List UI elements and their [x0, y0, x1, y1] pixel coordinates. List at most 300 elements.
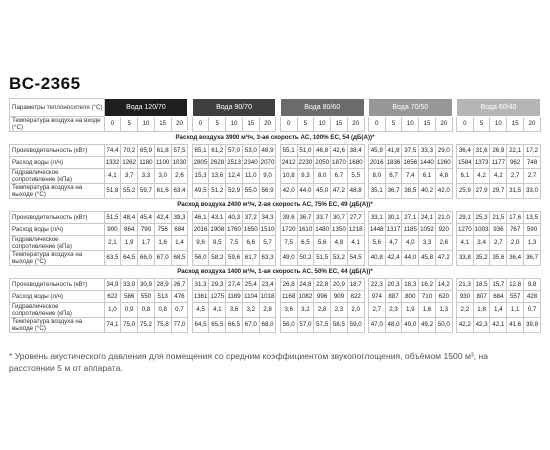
table-cell: 53,0: [242, 145, 259, 157]
table-cell: 40,3: [226, 212, 243, 224]
table-cell: 29,0: [435, 145, 452, 157]
inlet-temp-cell: 10: [490, 117, 507, 132]
table-cell: 55,2: [121, 184, 138, 199]
table-cell: 2,8: [314, 303, 331, 318]
table-cell: 53,2: [331, 251, 348, 266]
table-cell: 44,0: [402, 251, 419, 266]
table-cell: 1260: [435, 157, 452, 169]
table-cell: 550: [138, 291, 155, 303]
table-cell: 1510: [259, 224, 276, 236]
table-row: [10, 224, 541, 236]
table-cell: 49,0: [280, 251, 297, 266]
table-cell: 622: [104, 291, 121, 303]
table-cell: 29,7: [490, 184, 507, 199]
table-cell: 3,2: [242, 303, 259, 318]
table-cell: 36,7: [523, 251, 540, 266]
row-label: Производительность (кВт): [10, 212, 105, 224]
table-cell: 4,1: [209, 303, 226, 318]
inlet-temp-cell: 5: [121, 117, 138, 132]
table-cell: 900: [104, 224, 121, 236]
table-cell: 59,0: [347, 318, 364, 333]
row-label: Температура воздуха на выходе (°C): [10, 251, 105, 266]
row-label: Гидравлическое сопротивление (кПа): [10, 236, 105, 251]
inlet-temp-cell: 10: [226, 117, 243, 132]
table-cell: 1168: [280, 291, 297, 303]
table-cell: 1177: [490, 157, 507, 169]
table-cell: 1,0: [104, 303, 121, 318]
table-cell: 1030: [171, 157, 188, 169]
table-cell: 6,7: [385, 169, 402, 184]
inlet-temp-cell: 5: [385, 117, 402, 132]
table-cell: 55,0: [242, 184, 259, 199]
table-cell: 1,7: [138, 236, 155, 251]
table-cell: 26,9: [490, 145, 507, 157]
table-cell: 51,5: [104, 212, 121, 224]
table-cell: 30,7: [331, 212, 348, 224]
table-cell: 5,6: [314, 236, 331, 251]
table-cell: 45,8: [419, 251, 436, 266]
table-cell: 2340: [242, 157, 259, 169]
table-cell: 6,7: [331, 169, 348, 184]
table-cell: 18,7: [347, 279, 364, 291]
table-cell: 27,7: [347, 212, 364, 224]
table-cell: 38,4: [347, 145, 364, 157]
table-cell: 48,4: [121, 212, 138, 224]
table-cell: 2805: [192, 157, 209, 169]
table-cell: 9,3: [297, 169, 314, 184]
table-cell: 24,1: [419, 212, 436, 224]
table-cell: 31,5: [507, 184, 524, 199]
inlet-temp-cell: 20: [347, 117, 364, 132]
table-row: [10, 157, 541, 169]
row-label: Расход воды (л/ч): [10, 224, 105, 236]
table-cell: 33,3: [419, 145, 436, 157]
table-cell: 50,0: [435, 318, 452, 333]
table-cell: 70,2: [121, 145, 138, 157]
table-cell: 56,9: [259, 184, 276, 199]
table-cell: 996: [314, 291, 331, 303]
table-cell: 1262: [121, 157, 138, 169]
table-cell: 1052: [419, 224, 436, 236]
section-title: Расход воздуха 1400 м³/ч, 1-ая скорость AC, 50% EC, 44 (дБ(А))*: [177, 268, 373, 275]
inlet-temp-cell: 10: [402, 117, 419, 132]
table-cell: 2,0: [347, 303, 364, 318]
table-cell: 74,4: [104, 145, 121, 157]
page-title: BC-2365: [9, 74, 81, 93]
table-cell: 1018: [259, 291, 276, 303]
table-cell: 1,3: [435, 303, 452, 318]
table-cell: 42,4: [385, 251, 402, 266]
table-cell: 1480: [314, 224, 331, 236]
table-cell: 46,1: [192, 212, 209, 224]
table-cell: 887: [385, 291, 402, 303]
table-cell: 8,5: [209, 236, 226, 251]
section-title: Расход воздуха 3900 м³/ч, 3-ая скорость AC, 100% EC, 54 (дБ(А))*: [175, 134, 375, 141]
table-cell: 1870: [331, 157, 348, 169]
table-cell: 1270: [456, 224, 473, 236]
table-cell: 6,1: [456, 169, 473, 184]
table-cell: 1656: [402, 157, 419, 169]
table-cell: 2,7: [523, 169, 540, 184]
table-cell: 36,7: [385, 184, 402, 199]
table-cell: 65,1: [192, 145, 209, 157]
table-cell: 9,0: [259, 169, 276, 184]
table-cell: 2,7: [507, 169, 524, 184]
table-cell: 56,0: [280, 318, 297, 333]
table-cell: 7,5: [226, 236, 243, 251]
inlet-temp-cell: 10: [138, 117, 155, 132]
table-cell: 48,8: [347, 184, 364, 199]
table-cell: 2050: [314, 157, 331, 169]
table-row: [10, 212, 541, 224]
table-cell: 42,4: [154, 212, 171, 224]
table-cell: 6,1: [419, 169, 436, 184]
table-cell: 35,6: [490, 251, 507, 266]
table-cell: 21,0: [435, 212, 452, 224]
inlet-temp-cell: 15: [242, 117, 259, 132]
table-cell: 49,5: [192, 184, 209, 199]
table-cell: 1908: [209, 224, 226, 236]
table-cell: 42,2: [456, 318, 473, 333]
table-cell: 2,3: [331, 303, 348, 318]
footnote: * Уровень акустического давления для помещения со средним коэффициентом звукопоглощения, объёмом 1500 м³, на расстоянии 5 м от аппарата.: [9, 351, 489, 373]
table-cell: 1650: [242, 224, 259, 236]
row-label: Температура воздуха на выходе (°C): [10, 184, 105, 199]
table-row: [10, 145, 541, 157]
table-cell: 45,0: [314, 184, 331, 199]
table-cell: 63,5: [104, 251, 121, 266]
table-cell: 68,5: [171, 251, 188, 266]
inlet-temp-cell: 20: [259, 117, 276, 132]
table-cell: 40,8: [368, 251, 385, 266]
table-cell: 962: [507, 157, 524, 169]
table-cell: 44,0: [297, 184, 314, 199]
inlet-temp-cell: 5: [209, 117, 226, 132]
table-cell: 21,3: [456, 279, 473, 291]
table-cell: 2,7: [490, 236, 507, 251]
table-cell: 864: [121, 224, 138, 236]
table-cell: 33,1: [368, 212, 385, 224]
table-cell: 1680: [347, 157, 364, 169]
table-cell: 5,7: [259, 236, 276, 251]
table-cell: 1720: [280, 224, 297, 236]
table-cell: 5,5: [347, 169, 364, 184]
table-cell: 1275: [209, 291, 226, 303]
table-cell: 25,4: [242, 279, 259, 291]
table-cell: 10,8: [280, 169, 297, 184]
table-cell: 0,7: [171, 303, 188, 318]
table-cell: 2,6: [435, 236, 452, 251]
table-cell: 1003: [473, 224, 490, 236]
table-cell: 710: [419, 291, 436, 303]
table-cell: 61,8: [154, 145, 171, 157]
table-cell: 4,1: [104, 169, 121, 184]
inlet-temp-cell: 15: [331, 117, 348, 132]
table-cell: 47,2: [435, 251, 452, 266]
table-cell: 2,1: [104, 236, 121, 251]
inlet-temp-cell: 5: [473, 117, 490, 132]
table-cell: 1373: [473, 157, 490, 169]
table-cell: 27,1: [402, 212, 419, 224]
table-cell: 586: [121, 291, 138, 303]
inlet-temp-cell: 15: [419, 117, 436, 132]
table-cell: 1,8: [473, 303, 490, 318]
table-cell: 39,8: [523, 318, 540, 333]
table-cell: 1332: [104, 157, 121, 169]
table-cell: 800: [402, 291, 419, 303]
table-cell: 1,9: [402, 303, 419, 318]
table-cell: 17,6: [507, 212, 524, 224]
table-cell: 1350: [331, 224, 348, 236]
table-cell: 1836: [385, 157, 402, 169]
table-cell: 756: [154, 224, 171, 236]
inlet-temp-cell: 10: [314, 117, 331, 132]
table-cell: 1,6: [154, 236, 171, 251]
table-cell: 4,8: [331, 236, 348, 251]
table-cell: 3,3: [138, 169, 155, 184]
table-cell: 1218: [347, 224, 364, 236]
table-cell: 45,9: [368, 145, 385, 157]
table-cell: 4,1: [456, 236, 473, 251]
table-cell: 12,8: [507, 279, 524, 291]
table-cell: 590: [523, 224, 540, 236]
table-cell: 27,9: [473, 184, 490, 199]
table-cell: 16,2: [419, 279, 436, 291]
table-cell: 51,8: [104, 184, 121, 199]
table-cell: 909: [331, 291, 348, 303]
table-cell: 24,8: [297, 279, 314, 291]
table-cell: 58,2: [209, 251, 226, 266]
table-cell: 51,5: [314, 251, 331, 266]
table-cell: 42,0: [280, 184, 297, 199]
table-cell: 64,5: [192, 318, 209, 333]
table-cell: 20,9: [331, 279, 348, 291]
inlet-temp-cell: 0: [104, 117, 121, 132]
table-cell: 20,3: [385, 279, 402, 291]
table-cell: 3,0: [154, 169, 171, 184]
table-cell: 1317: [385, 224, 402, 236]
table-cell: 64,5: [121, 251, 138, 266]
table-cell: 4,5: [192, 303, 209, 318]
inlet-temp-cell: 0: [192, 117, 209, 132]
table-cell: 920: [435, 224, 452, 236]
table-cell: 61,2: [209, 145, 226, 157]
table-cell: 75,8: [154, 318, 171, 333]
table-cell: 59,6: [226, 251, 243, 266]
table-cell: 790: [138, 224, 155, 236]
table-cell: 428: [523, 291, 540, 303]
table-cell: 59,7: [138, 184, 155, 199]
group-header-0: Вода 120/70: [104, 99, 188, 117]
row-label: Гидравлическое сопротивление (кПа): [10, 303, 105, 318]
table-cell: 684: [490, 291, 507, 303]
table-row: [10, 318, 541, 333]
group-header-2: Вода 80/60: [280, 99, 364, 117]
table-cell: 5,6: [368, 236, 385, 251]
group-header-3: Вода 70/50: [368, 99, 452, 117]
section-title-row: [10, 266, 541, 279]
table-cell: 42,0: [435, 184, 452, 199]
table-cell: 47,0: [368, 318, 385, 333]
table-cell: 4,0: [402, 236, 419, 251]
table-cell: 9,8: [523, 279, 540, 291]
table-cell: 65,9: [138, 145, 155, 157]
table-row: [10, 251, 541, 266]
table-cell: 68,0: [259, 318, 276, 333]
table-cell: 7,4: [402, 169, 419, 184]
table-cell: 35,2: [473, 251, 490, 266]
table-cell: 28,9: [154, 279, 171, 291]
table-cell: 748: [523, 157, 540, 169]
table-cell: 37,5: [402, 145, 419, 157]
table-cell: 4,1: [347, 236, 364, 251]
row-label: Гидравлическое сопротивление (кПа): [10, 169, 105, 184]
table-cell: 2016: [368, 157, 385, 169]
table-cell: 34,3: [259, 212, 276, 224]
table-cell: 18,3: [402, 279, 419, 291]
table-cell: 2412: [280, 157, 297, 169]
inlet-temp-cell: 0: [368, 117, 385, 132]
table-cell: 1082: [297, 291, 314, 303]
table-cell: 930: [456, 291, 473, 303]
table-row: [10, 236, 541, 251]
table-cell: 33,0: [121, 279, 138, 291]
table-cell: 29,1: [456, 212, 473, 224]
table-cell: 33,8: [456, 251, 473, 266]
table-row: [10, 279, 541, 291]
table-cell: 807: [473, 291, 490, 303]
table-cell: 6,5: [297, 236, 314, 251]
table-cell: 2513: [226, 157, 243, 169]
table-cell: 23,4: [259, 279, 276, 291]
table-cell: 27,4: [226, 279, 243, 291]
table-cell: 25,3: [473, 212, 490, 224]
table-cell: 29,3: [209, 279, 226, 291]
table-cell: 1,4: [171, 236, 188, 251]
table-cell: 11,0: [242, 169, 259, 184]
table-cell: 56,0: [192, 251, 209, 266]
table-cell: 66,5: [226, 318, 243, 333]
table-cell: 1361: [192, 291, 209, 303]
table-cell: 26,7: [171, 279, 188, 291]
table-row: [10, 303, 541, 318]
table-cell: 8,0: [368, 169, 385, 184]
inlet-temp-cell: 5: [297, 117, 314, 132]
table-cell: 767: [507, 224, 524, 236]
table-cell: 3,6: [226, 303, 243, 318]
table-cell: 822: [347, 291, 364, 303]
inlet-temp-label: Температура воздуха на входе (°C): [10, 117, 105, 132]
table-cell: 35,1: [368, 184, 385, 199]
table-cell: 2,6: [171, 169, 188, 184]
table-cell: 49,0: [402, 318, 419, 333]
table-cell: 54,5: [347, 251, 364, 266]
table-cell: 42,6: [331, 145, 348, 157]
group-header-row: [10, 99, 541, 117]
table-cell: 12,4: [226, 169, 243, 184]
table-cell: 1448: [368, 224, 385, 236]
table-cell: 13,6: [209, 169, 226, 184]
table-cell: 50,2: [297, 251, 314, 266]
table-cell: 0,9: [121, 303, 138, 318]
group-header-1: Вода 90/70: [192, 99, 276, 117]
table-cell: 2230: [297, 157, 314, 169]
table-cell: 1180: [138, 157, 155, 169]
table-cell: 2070: [259, 157, 276, 169]
table-cell: 0,8: [154, 303, 171, 318]
table-cell: 30,1: [385, 212, 402, 224]
inlet-temp-cell: 0: [280, 117, 297, 132]
row-label: Расход воды (л/ч): [10, 157, 105, 169]
param-label: Параметры теплоносителя (°C): [10, 99, 105, 117]
table-cell: 974: [368, 291, 385, 303]
table-cell: 22,8: [314, 279, 331, 291]
row-label: Температура воздуха на выходе (°C): [10, 318, 105, 333]
table-cell: 1760: [226, 224, 243, 236]
section-title-row: [10, 199, 541, 212]
table-cell: 67,0: [154, 251, 171, 266]
table-cell: 21,5: [490, 212, 507, 224]
table-cell: 36,4: [507, 251, 524, 266]
table-cell: 476: [171, 291, 188, 303]
row-label: Производительность (кВт): [10, 279, 105, 291]
table-cell: 18,5: [473, 279, 490, 291]
table-cell: 55,1: [280, 145, 297, 157]
data-grid: [9, 98, 541, 333]
table-cell: 22,1: [507, 145, 524, 157]
table-cell: 57,0: [226, 145, 243, 157]
table-cell: 13,5: [523, 212, 540, 224]
table-row: [10, 169, 541, 184]
table-cell: 42,1: [490, 318, 507, 333]
table-cell: 51,2: [209, 184, 226, 199]
table-cell: 38,5: [402, 184, 419, 199]
table-cell: 45,4: [138, 212, 155, 224]
section-title: Расход воздуха 2400 м³/ч, 2-ая скорость AC, 75% EC, 49 (дБ(А))*: [177, 201, 373, 208]
table-cell: 63,4: [171, 184, 188, 199]
table-row: [10, 184, 541, 199]
table-cell: 3,2: [297, 303, 314, 318]
row-label: Расход воды (л/ч): [10, 291, 105, 303]
table-cell: 1185: [402, 224, 419, 236]
table-cell: 66,0: [138, 251, 155, 266]
table-cell: 9,6: [192, 236, 209, 251]
table-cell: 1100: [154, 157, 171, 169]
table-cell: 52,9: [226, 184, 243, 199]
table-cell: 43,1: [209, 212, 226, 224]
table-cell: 2,3: [385, 303, 402, 318]
table-cell: 0,8: [138, 303, 155, 318]
inlet-temp-cell: 20: [523, 117, 540, 132]
table-cell: 2016: [192, 224, 209, 236]
table-cell: 61,6: [154, 184, 171, 199]
table-cell: 1,4: [490, 303, 507, 318]
table-cell: 61,7: [242, 251, 259, 266]
table-cell: 1440: [419, 157, 436, 169]
table-cell: 3,4: [473, 236, 490, 251]
table-cell: 2628: [209, 157, 226, 169]
table-cell: 41,6: [507, 318, 524, 333]
table-cell: 7,5: [280, 236, 297, 251]
table-cell: 4,2: [490, 169, 507, 184]
row-label: Производительность (кВт): [10, 145, 105, 157]
table-cell: 22,3: [368, 279, 385, 291]
table-cell: 40,2: [419, 184, 436, 199]
table-cell: 49,2: [419, 318, 436, 333]
inlet-temp-row: [10, 117, 541, 132]
table-cell: 36,7: [297, 212, 314, 224]
table-cell: 74,1: [104, 318, 121, 333]
